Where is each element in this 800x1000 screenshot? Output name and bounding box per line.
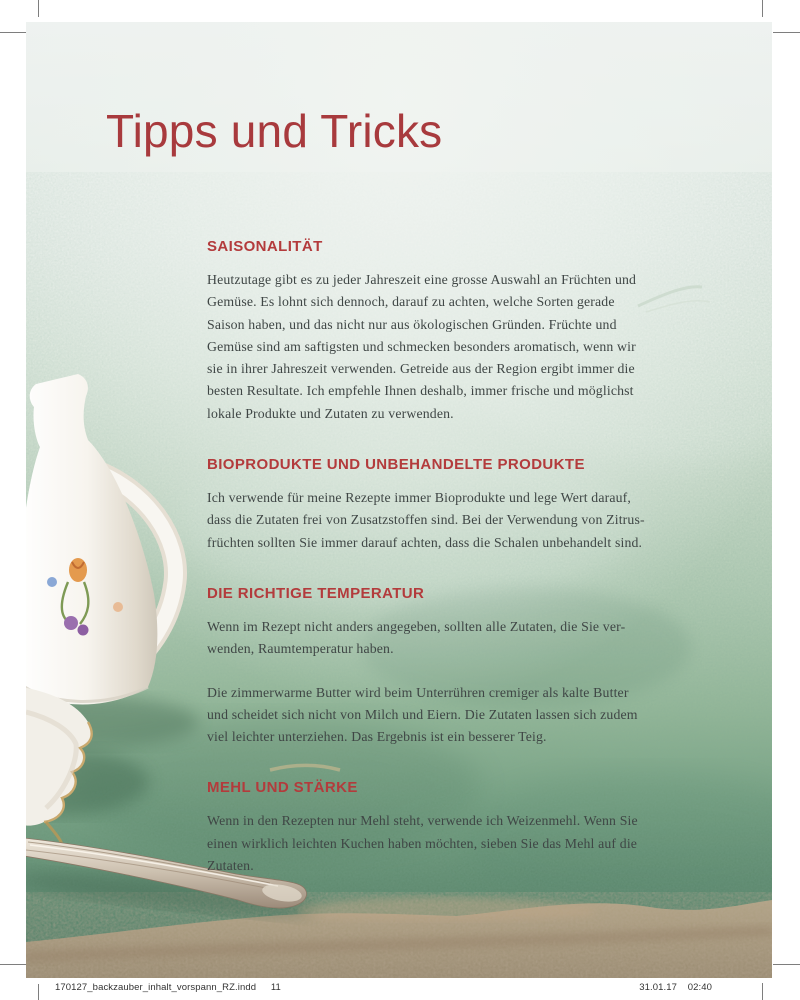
body-text-line: lokale Produkte und Zutaten zu verwenden. bbox=[207, 405, 454, 421]
body-text-line: Wenn in den Rezepten nur Mehl steht, verwende ich Weizenmehl. Wenn Sie bbox=[207, 813, 638, 829]
body-text-line: Gemüse sind am saftigsten und schmecken besonders aromatisch, wenn wir bbox=[207, 338, 636, 354]
slug-datetime bbox=[639, 982, 712, 993]
body-text-line: dass die Zutaten frei von Zusatzstoffen sind. Bei der Verwendung von Zitrus- bbox=[207, 512, 645, 528]
body-paragraph bbox=[207, 269, 699, 425]
section-heading: DIE RICHTIGE TEMPERATUR bbox=[207, 584, 425, 602]
tips-section bbox=[207, 585, 699, 748]
slug-filename bbox=[55, 982, 281, 993]
body-text-line: viel leichter unterziehen. Das Ergebnis ist ein besserer Teig. bbox=[207, 729, 547, 745]
body-text-line: Die zimmerwarme Butter wird beim Unterrühren cremiger als kalte Butter bbox=[207, 684, 629, 700]
print-date: 31.01.17 bbox=[639, 982, 677, 993]
tips-section bbox=[207, 238, 699, 425]
crop-mark bbox=[0, 32, 27, 33]
body-text-line: Zutaten. bbox=[207, 858, 254, 874]
crop-mark bbox=[762, 0, 763, 17]
crop-mark bbox=[38, 0, 39, 17]
crop-mark bbox=[773, 964, 800, 965]
body-text-line: wenden, Raumtemperatur haben. bbox=[207, 641, 394, 657]
page-number: 11 bbox=[270, 982, 281, 993]
body-paragraph bbox=[207, 810, 699, 877]
page-title: Tipps und Tricks bbox=[106, 105, 443, 157]
body-text-line: einen wirklich leichten Kuchen haben möchten, sieben Sie das Mehl auf die bbox=[207, 835, 638, 851]
body-text-line: und scheidet sich nicht von Milch und Eiern. Die Zutaten lassen sich zudem bbox=[207, 706, 638, 722]
tips-section bbox=[207, 456, 699, 554]
body-paragraph bbox=[207, 487, 699, 554]
crop-mark bbox=[762, 983, 763, 1000]
body-text-line: Heutzutage gibt es zu jeder Jahreszeit eine grosse Auswahl an Früchten und bbox=[207, 272, 637, 287]
crop-mark bbox=[0, 964, 27, 965]
body-paragraph bbox=[207, 616, 699, 661]
section-heading: BIOPRODUKTE UND UNBEHANDELTE PRODUKTE bbox=[207, 456, 585, 474]
body-text-line: besten Resultate. Ich empfehle Ihnen deshalb, immer frische und möglichst bbox=[207, 383, 634, 399]
body-text-line: Ich verwende für meine Rezepte immer Bioprodukte und lege Wert darauf, bbox=[207, 490, 632, 506]
body-text-line: früchten sollten Sie immer darauf achten, dass die Schalen unbehandelt sind. bbox=[207, 534, 643, 550]
document-filename: 170127_backzauber_inhalt_vorspann_RZ.indd bbox=[55, 982, 257, 993]
print-time: 02:40 bbox=[687, 982, 712, 993]
section-heading: MEHL UND STÄRKE bbox=[207, 779, 358, 797]
crop-mark bbox=[773, 32, 800, 33]
body-paragraph bbox=[207, 682, 699, 749]
body-text-line: sie in ihrer Jahreszeit verwenden. Getreide aus der Region ergibt immer die bbox=[207, 361, 635, 377]
body-text-line: Gemüse. Es lohnt sich dennoch, darauf zu achten, welche Sorten gerade bbox=[207, 294, 615, 310]
section-heading: SAISONALITÄT bbox=[207, 238, 323, 255]
tips-content bbox=[207, 238, 699, 908]
body-text-line: Wenn im Rezept nicht anders angegeben, sollten alle Zutaten, die Sie ver- bbox=[207, 618, 626, 634]
crop-mark bbox=[38, 984, 39, 1000]
tips-section bbox=[207, 779, 699, 877]
body-text-line: Saison haben, und das nicht nur aus ökologischen Gründen. Früchte und bbox=[207, 316, 617, 332]
